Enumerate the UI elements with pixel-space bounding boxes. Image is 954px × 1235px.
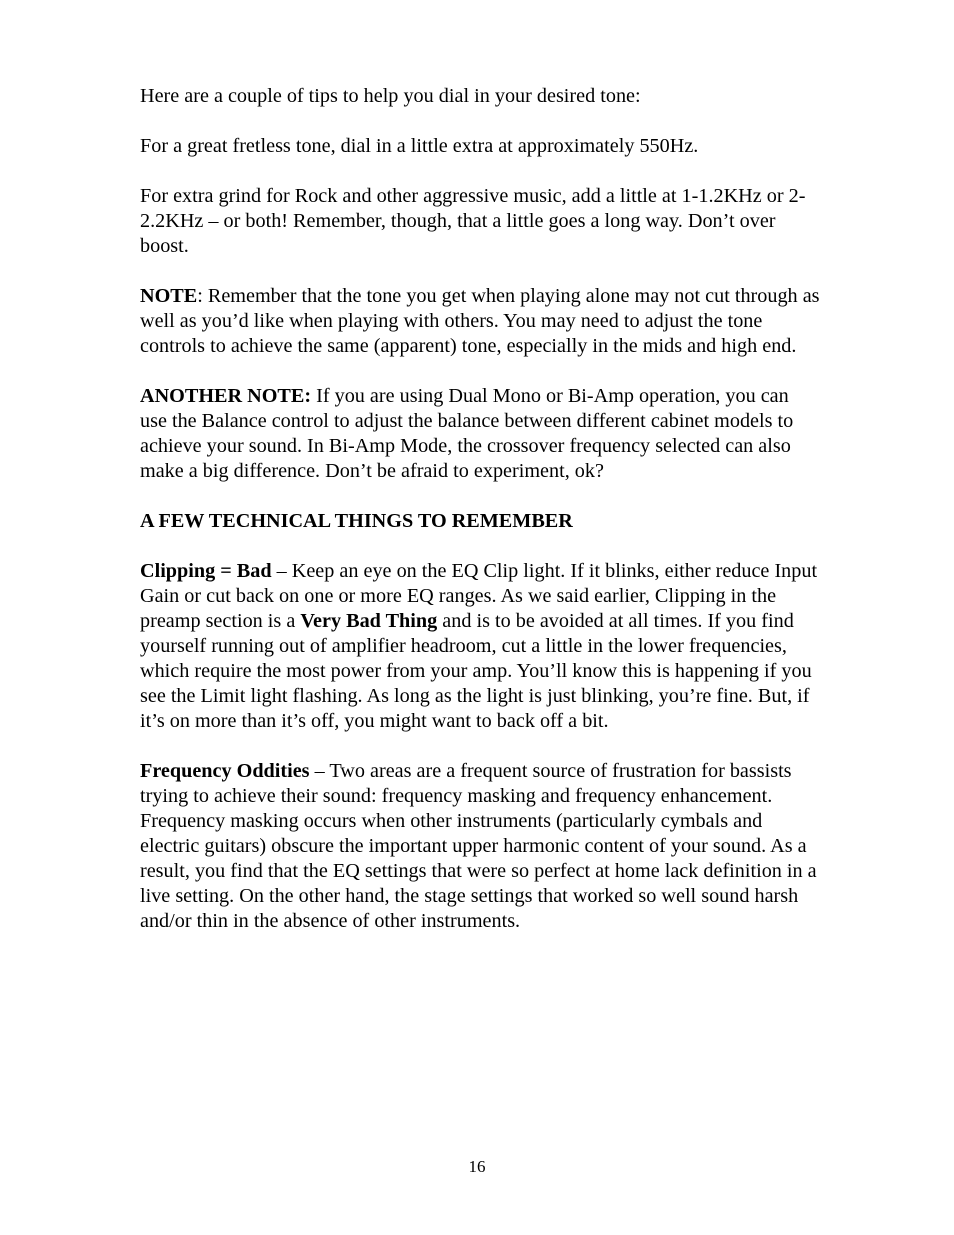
document-body xyxy=(140,84,820,959)
section-heading-text: A FEW TECHNICAL THINGS TO REMEMBER xyxy=(140,510,573,532)
note-label: NOTE xyxy=(140,285,198,307)
clipping-label: Clipping = Bad xyxy=(140,560,272,582)
clipping-text-2: and is to be avoided at all times. If you find yourself running out of amplifier headroom, cut a little in the lower frequencies, which require the most power from your amp. You’ll know this is happening if you see the Limit light flashing. As long as the light is just blinking, you’re fine. But, if it’s on more than it’s off, you might want to back off a bit. xyxy=(140,610,812,732)
clipping-emphasis: Very Bad Thing xyxy=(300,610,438,632)
section-heading xyxy=(140,509,820,534)
fretless-tip-paragraph: For a great fretless tone, dial in a little extra at approximately 550Hz. xyxy=(140,135,699,157)
another-note-label: ANOTHER NOTE: xyxy=(140,385,312,407)
rock-tip-paragraph: For extra grind for Rock and other aggressive music, add a little at 1-1.2KHz or 2-2.2KHz – or both! Remember, though, that a little goes a long way. Don’t over boost. xyxy=(140,185,806,257)
frequency-oddities-label: Frequency Oddities xyxy=(140,760,310,782)
page-number: 16 xyxy=(468,1157,486,1176)
another-note-paragraph xyxy=(140,384,820,484)
clipping-paragraph xyxy=(140,559,820,734)
note-text: : Remember that the tone you get when playing alone may not cut through as well as you’d like when playing with others. You may need to adjust the tone controls to achieve the same (apparent) tone, especially in the mids and high end. xyxy=(140,285,820,357)
tips-intro-paragraph: Here are a couple of tips to help you dial in your desired tone: xyxy=(140,85,641,107)
frequency-oddities-paragraph xyxy=(140,759,820,934)
note-paragraph xyxy=(140,284,820,359)
clipping-text-1: – Keep an eye on the EQ Clip light. If it blinks, either reduce Input Gain or cut back on one or more EQ ranges. As we said earlier, Clipping in the preamp section is a xyxy=(140,560,818,632)
another-note-text: If you are using Dual Mono or Bi-Amp operation, you can use the Balance control to adjust the balance between different cabinet models to achieve your sound. In Bi-Amp Mode, the crossover frequency selected can also make a big difference. Don’t be afraid to experiment, ok? xyxy=(140,385,794,482)
frequency-oddities-text: – Two areas are a frequent source of frustration for bassists trying to achieve their sound: frequency masking and frequency enhancement. Frequency masking occurs when other instruments (particularly cymbals and electric guitars) obscure the important upper harmonic content of your sound. As a result, you find that the EQ settings that were so perfect at home lack definition in a live setting. On the other hand, the stage settings that worked so well sound harsh and/or thin in the absence of other instruments. xyxy=(140,760,817,932)
